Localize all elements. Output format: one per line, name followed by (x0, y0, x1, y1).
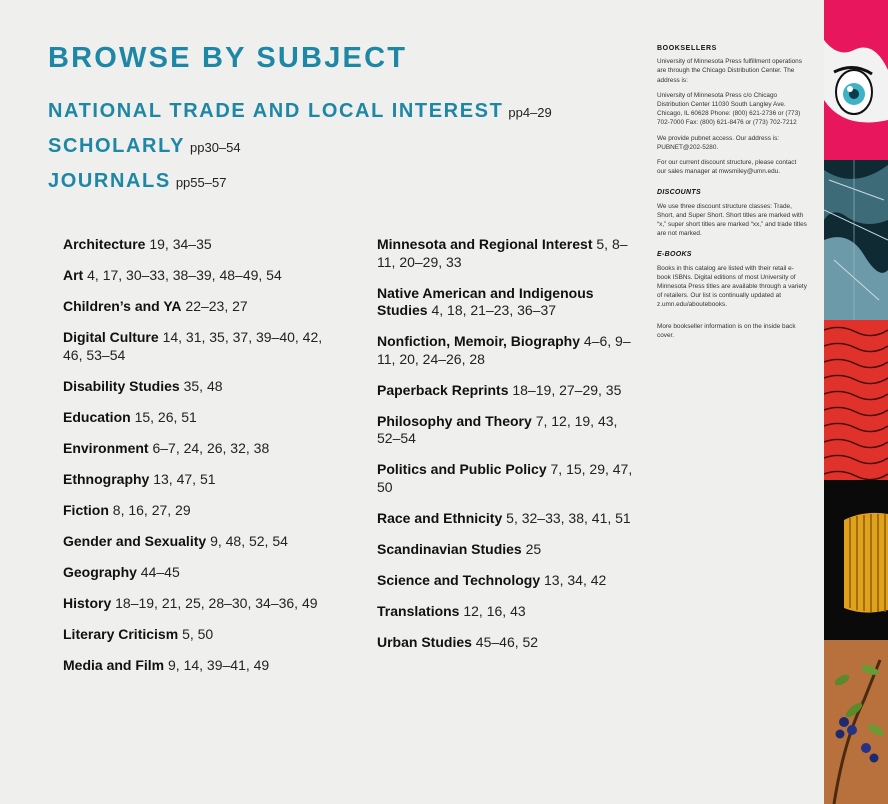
subject-pages: 5, 50 (182, 625, 214, 642)
section-name: JOURNALS (48, 170, 171, 192)
subject-name: Philosophy and Theory (377, 412, 532, 429)
subject-pages: 35, 48 (183, 377, 223, 394)
subject-minnesota-regional[interactable] (377, 236, 639, 271)
subject-pages: 13, 34, 42 (544, 571, 607, 588)
subject-name: Nonfiction, Memoir, Biography (377, 333, 581, 349)
ebooks-heading: E-BOOKS (657, 251, 692, 259)
subject-name: Minnesota and Regional Interest (377, 236, 593, 252)
section-name: NATIONAL TRADE AND LOCAL INTEREST (48, 100, 504, 122)
sidebar-paragraph: University of Minnesota Press fulfillment operations are through the Chicago Distribution Center. The address is: (657, 58, 802, 84)
subject-list-left (63, 236, 343, 688)
subject-pages: 5, 8–11, 20–29, 33 (377, 236, 628, 270)
ebooks-section (657, 250, 807, 340)
subject-name: Race and Ethnicity (377, 509, 503, 526)
subject-literary-criticism[interactable] (63, 626, 343, 644)
sidebar-paragraph: More bookseller information is on the inside back cover. (657, 322, 796, 339)
subject-pages: 4, 18, 21–23, 36–37 (431, 302, 557, 318)
red-pattern-cover-icon (824, 320, 888, 480)
section-name: SCHOLARLY (48, 135, 186, 157)
subject-pages: 25 (525, 540, 542, 557)
subject-architecture[interactable] (63, 236, 343, 254)
subject-digital-culture[interactable] (63, 329, 343, 364)
section-national-trade[interactable] (48, 100, 552, 135)
subject-list-right (377, 236, 639, 665)
subject-nonfiction-memoir[interactable] (377, 333, 639, 368)
subject-pages: 9, 48, 52, 54 (210, 532, 288, 549)
subject-name: Native American and Indigenous Studies (377, 284, 594, 318)
subject-history[interactable] (63, 595, 343, 613)
subject-pages: 12, 16, 43 (463, 602, 526, 619)
subject-pages: 5, 32–33, 38, 41, 51 (506, 509, 631, 526)
subject-pages: 45–46, 52 (475, 633, 539, 650)
subject-name: Urban Studies (377, 633, 472, 650)
discounts-heading: DISCOUNTS (657, 189, 701, 197)
subject-name: Science and Technology (377, 571, 541, 588)
subject-pages: 4–6, 9–11, 20, 24–26, 28 (377, 333, 631, 367)
subject-paperback-reprints[interactable] (377, 382, 639, 400)
catalog-sections (48, 100, 552, 205)
subject-race-ethnicity[interactable] (377, 510, 639, 528)
subject-translations[interactable] (377, 603, 639, 621)
sidebar-paragraph: Books in this catalog are listed with their retail e-book ISBNs. Digital editions of most University of Minnesota Press titles are available through a variety of retailers. Our list is continually updated at z.umn.edu/aboutebooks. (657, 264, 807, 309)
subject-name: Art (63, 267, 84, 283)
subject-art[interactable] (63, 267, 343, 285)
subject-education[interactable] (63, 409, 343, 427)
subject-environment[interactable] (63, 440, 343, 458)
subject-name: Literary Criticism (63, 625, 179, 642)
manga-face-cover-icon (824, 0, 888, 160)
subject-name: Scandinavian Studies (377, 540, 522, 557)
subject-name: Paperback Reprints (377, 381, 509, 398)
subject-name: Digital Culture (63, 329, 159, 345)
discounts-section (657, 188, 807, 238)
subject-pages: 22–23, 27 (185, 298, 248, 314)
section-journals[interactable] (48, 170, 552, 205)
subject-pages: 7, 15, 29, 47, 50 (377, 461, 633, 495)
subject-disability-studies[interactable] (63, 378, 343, 396)
subject-pages: 18–19, 21, 25, 28–30, 34–36, 49 (115, 594, 318, 611)
subject-pages: 6–7, 24, 26, 32, 38 (152, 439, 270, 456)
bookseller-info-sidebar (657, 44, 807, 352)
subject-pages: 15, 26, 51 (134, 408, 197, 425)
subject-pages: 4, 17, 30–33, 38–39, 48–49, 54 (87, 267, 282, 283)
subject-geography[interactable] (63, 564, 343, 582)
subject-childrens-ya[interactable] (63, 298, 343, 316)
subject-name: History (63, 594, 112, 611)
subject-pages: 19, 34–35 (149, 236, 212, 252)
subject-politics-policy[interactable] (377, 461, 639, 496)
subject-pages: 44–45 (140, 563, 180, 580)
subject-fiction[interactable] (63, 502, 343, 520)
section-scholarly[interactable] (48, 135, 552, 170)
subject-gender-sexuality[interactable] (63, 533, 343, 551)
section-pages: pp4–29 (508, 105, 552, 120)
subject-pages: 8, 16, 27, 29 (112, 501, 191, 518)
subject-pages: 18–19, 27–29, 35 (512, 381, 622, 398)
sidebar-paragraph: We provide pubnet access. Our address is: PUBNET@202-5280. (657, 134, 780, 151)
map-cover-icon (824, 160, 888, 320)
subject-name: Disability Studies (63, 377, 180, 394)
subject-name: Architecture (63, 236, 146, 252)
booksellers-heading: BOOKSELLERS (657, 45, 717, 52)
page-title: BROWSE BY SUBJECT (48, 42, 408, 74)
subject-native-american[interactable] (377, 285, 639, 320)
booksellers-section (657, 44, 807, 176)
subject-pages: 14, 31, 35, 37, 39–40, 42, 46, 53–54 (63, 329, 323, 363)
subject-media-film[interactable] (63, 657, 343, 675)
subject-name: Geography (63, 563, 137, 580)
subject-science-technology[interactable] (377, 572, 639, 590)
subject-name: Education (63, 408, 131, 425)
gold-curtain-cover-icon (824, 480, 888, 640)
section-pages: pp30–54 (190, 140, 241, 155)
subject-pages: 7, 12, 19, 43, 52–54 (377, 412, 618, 446)
subject-name: Fiction (63, 501, 109, 518)
subject-name: Environment (63, 439, 149, 456)
subject-name: Politics and Public Policy (377, 461, 547, 477)
subject-name: Translations (377, 602, 460, 619)
sidebar-paragraph: For our current discount structure, please contact our sales manager at mwsmiley@umn.edu. (657, 159, 797, 176)
subject-name: Media and Film (63, 656, 165, 673)
subject-name: Children’s and YA (63, 298, 182, 314)
subject-ethnography[interactable] (63, 471, 343, 489)
subject-name: Ethnography (63, 470, 150, 487)
subject-pages: 9, 14, 39–41, 49 (168, 656, 270, 673)
subject-pages: 13, 47, 51 (153, 470, 216, 487)
subject-name: Gender and Sexuality (63, 532, 207, 549)
subject-urban-studies[interactable] (377, 634, 639, 652)
sidebar-address: University of Minnesota Press c/o Chicago Distribution Center 11030 South Langley Ave. Chicago, IL 60628 Phone: (800) 621-2736 or (773) 702-7000 Fax: (800) 621-8476 or (773) 702-7212 (657, 91, 801, 127)
section-pages: pp55–57 (175, 175, 227, 190)
subject-philosophy-theory[interactable] (377, 413, 639, 448)
blueberry-botanical-cover-icon (824, 640, 888, 804)
subject-scandinavian-studies[interactable] (377, 541, 639, 559)
sidebar-paragraph: We use three discount structure classes: Trade, Short, and Super Short. Short titles are marked with “x,” super short titles are marked “xx,” and trade titles are not marked. (657, 202, 807, 238)
book-cover-strip (824, 0, 888, 804)
